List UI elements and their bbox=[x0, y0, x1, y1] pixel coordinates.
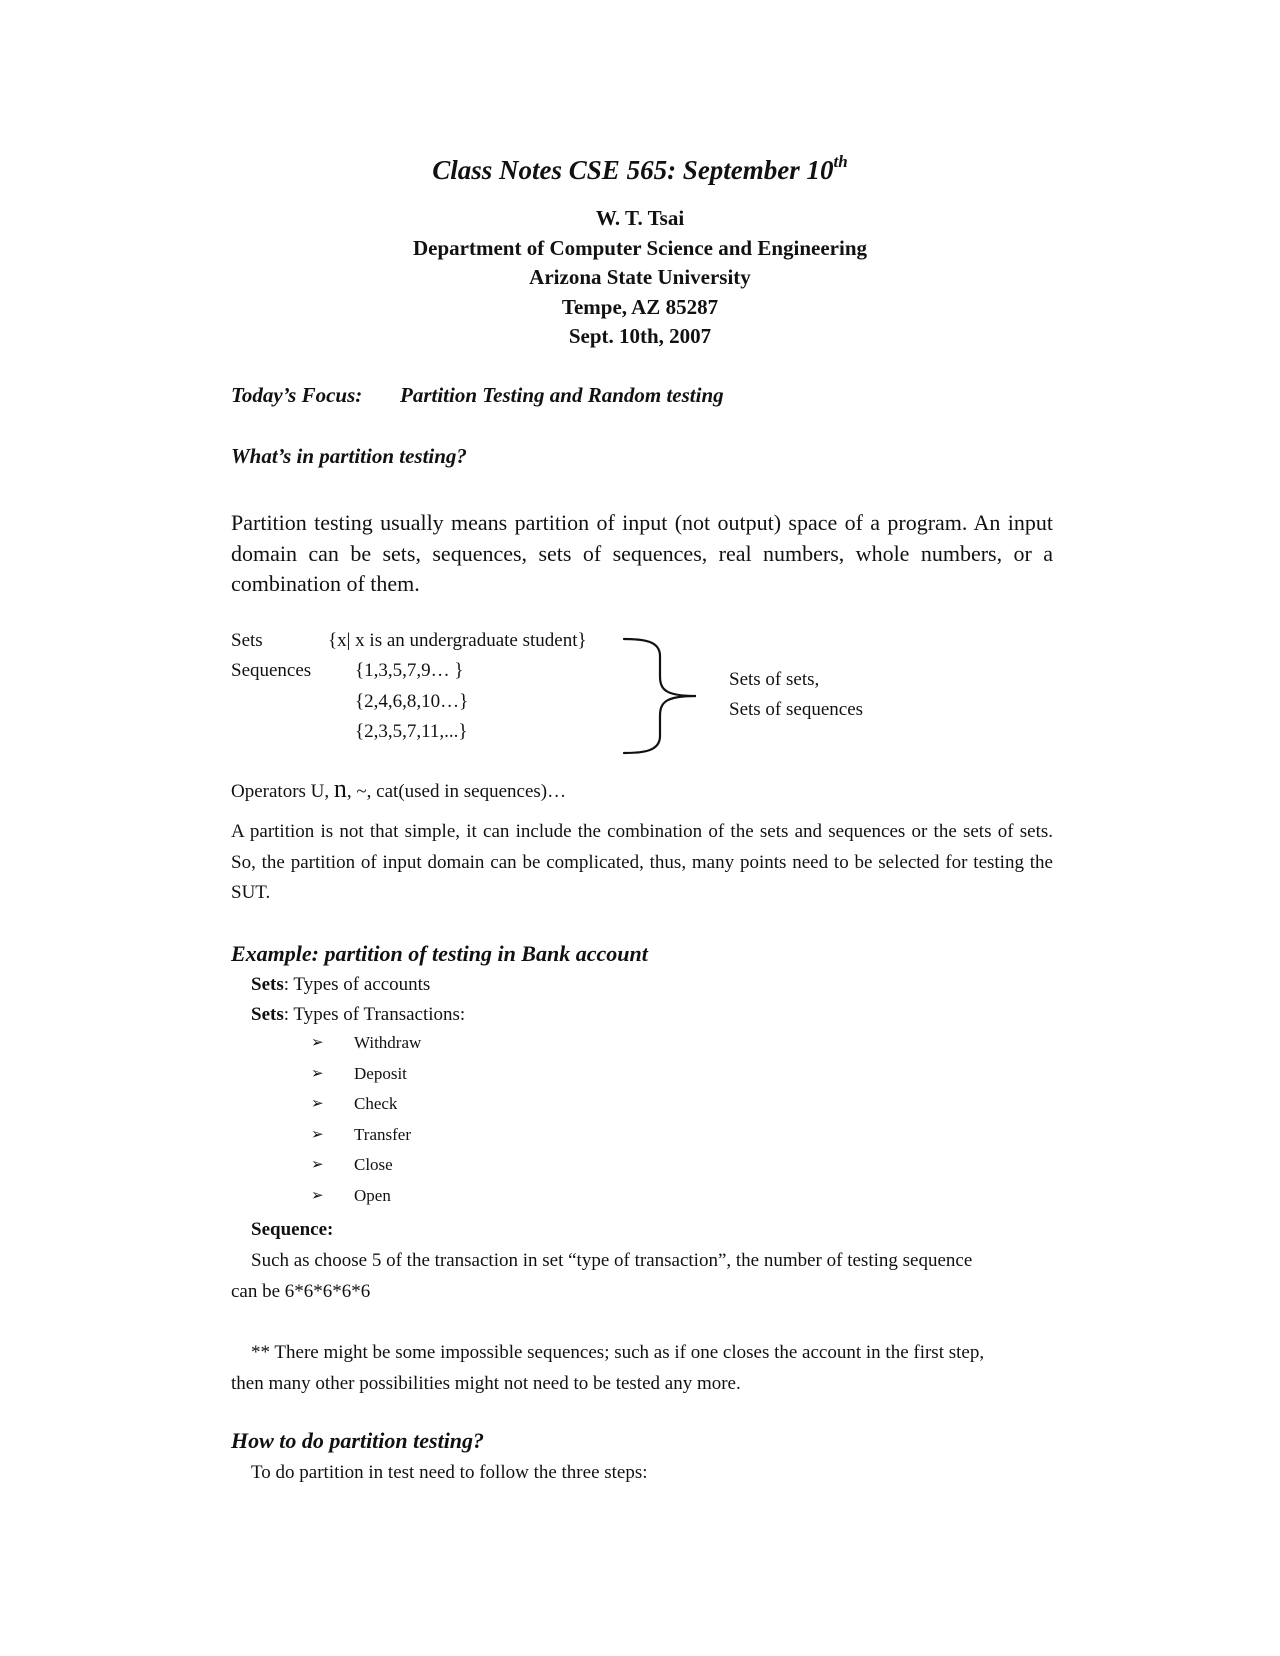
impossible-sequences-note-line1: ** There might be some impossible sequences; such as if one closes the account in the first step, bbox=[251, 1342, 985, 1363]
transaction-label: Deposit bbox=[354, 1064, 407, 1083]
operators-line bbox=[231, 774, 566, 807]
author-department: Department of Computer Science and Engineering bbox=[413, 236, 867, 260]
focus-label: Today’s Focus: bbox=[231, 383, 363, 407]
arrow-bullet-icon: ➢ bbox=[311, 1066, 324, 1082]
title-text: Class Notes CSE 565: September 10 bbox=[432, 155, 834, 185]
author-university: Arizona State University bbox=[529, 265, 751, 289]
title-superscript: th bbox=[833, 152, 848, 171]
transaction-label: Check bbox=[354, 1094, 398, 1113]
how-to-text: To do partition in test need to follow the three steps: bbox=[251, 1462, 648, 1483]
sets-label: Sets bbox=[231, 630, 263, 651]
document-title bbox=[0, 154, 1280, 186]
arrow-bullet-icon: ➢ bbox=[311, 1188, 324, 1204]
arrow-bullet-icon: ➢ bbox=[311, 1096, 324, 1112]
sets-transactions-line bbox=[251, 1000, 465, 1030]
arrow-bullet-icon: ➢ bbox=[311, 1035, 324, 1051]
sets-transactions-text: : Types of Transactions: bbox=[283, 1004, 466, 1025]
author-name: W. T. Tsai bbox=[595, 206, 685, 230]
transaction-label: Open bbox=[354, 1186, 391, 1205]
sets-value: {x| x is an undergraduate student} bbox=[328, 630, 587, 651]
impossible-sequences-note-line2: then many other possibilities might not need to be tested any more. bbox=[231, 1373, 741, 1394]
operators-prefix: Operators U, bbox=[231, 781, 334, 802]
sets-accounts-line bbox=[251, 970, 430, 1000]
author-city: Tempe, AZ 85287 bbox=[561, 295, 719, 319]
arrow-bullet-icon: ➢ bbox=[311, 1157, 324, 1173]
arrow-bullet-icon: ➢ bbox=[311, 1127, 324, 1143]
sequence-text-line2: can be 6*6*6*6*6 bbox=[231, 1281, 371, 1302]
sets-of-sets-label: Sets of sets, bbox=[729, 669, 820, 690]
intersection-operator: n bbox=[333, 774, 347, 803]
section-heading-partition: What’s in partition testing? bbox=[231, 444, 467, 468]
transaction-label: Close bbox=[354, 1155, 393, 1174]
transaction-label: Withdraw bbox=[354, 1033, 422, 1052]
transaction-label: Transfer bbox=[354, 1125, 411, 1144]
sequences-label: Sequences bbox=[231, 660, 312, 681]
partition-intro-paragraph: Partition testing usually means partition of input (not output) space of a program. An input domain can be sets, sequences, sets of sequences, real numbers, whole numbers, or a combination of them. bbox=[231, 510, 1053, 596]
example-heading: Example: partition of testing in Bank account bbox=[231, 941, 648, 966]
sets-of-sequences-label: Sets of sequences bbox=[729, 699, 864, 720]
sets-accounts-text: : Types of accounts bbox=[283, 974, 431, 995]
sequence-text-line1: Such as choose 5 of the transaction in set “type of transaction”, the number of testing sequence bbox=[251, 1250, 973, 1271]
sets-bold-label: Sets bbox=[251, 974, 284, 995]
sequence-value: {1,3,5,7,9… } bbox=[355, 660, 464, 681]
partition-complexity-paragraph: A partition is not that simple, it can include the combination of the sets and sequences or the sets of sets. So, the partition of input domain can be complicated, thus, many points need to be selected for testing the SUT. bbox=[231, 821, 1053, 903]
focus-text: Partition Testing and Random testing bbox=[400, 383, 724, 407]
sequence-value: {2,4,6,8,10…} bbox=[355, 691, 469, 712]
operators-suffix: , ~, cat(used in sequences)… bbox=[346, 781, 567, 802]
sequence-value: {2,3,5,7,11,...} bbox=[355, 721, 468, 742]
document-date: Sept. 10th, 2007 bbox=[568, 324, 712, 348]
curly-brace-graphic bbox=[620, 636, 700, 756]
sets-bold-label: Sets bbox=[251, 1004, 284, 1025]
section-heading-how-to: How to do partition testing? bbox=[231, 1428, 485, 1453]
sequence-heading: Sequence: bbox=[251, 1219, 334, 1240]
